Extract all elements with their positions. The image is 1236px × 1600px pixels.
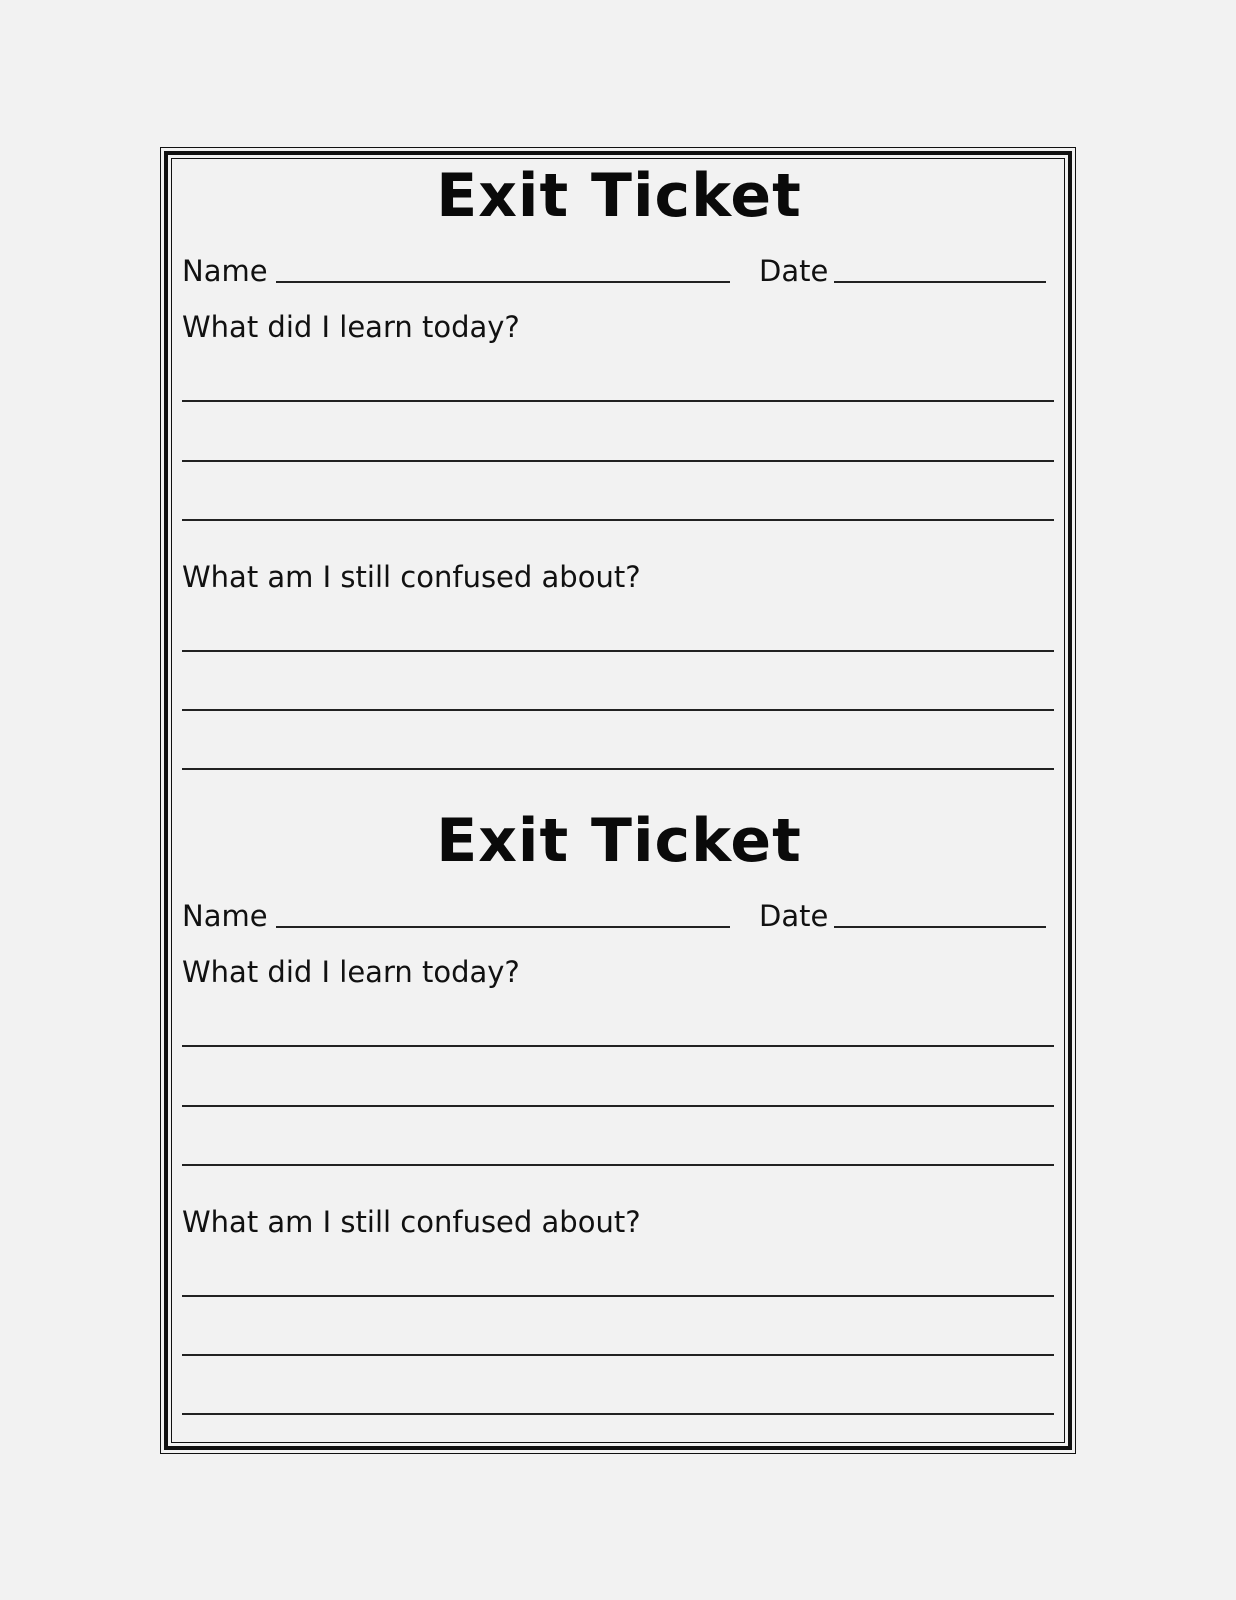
ticket-title: Exit Ticket [436,161,802,231]
name-label: Name [182,899,268,933]
question-learned: What did I learn today? [182,310,520,344]
exit-ticket-1 [182,160,1056,780]
name-field[interactable] [276,926,730,928]
answer-line-learned-1[interactable] [182,1045,1054,1047]
exit-ticket-2 [182,805,1056,1425]
answer-line-confused-1[interactable] [182,650,1054,652]
answer-line-learned-3[interactable] [182,519,1054,521]
date-label: Date [759,254,829,288]
question-learned: What did I learn today? [182,955,520,989]
answer-line-confused-1[interactable] [182,1295,1054,1297]
ticket-title: Exit Ticket [436,806,802,876]
answer-line-learned-1[interactable] [182,400,1054,402]
date-field[interactable] [834,926,1046,928]
answer-line-learned-2[interactable] [182,460,1054,462]
answer-line-confused-2[interactable] [182,1354,1054,1356]
name-field[interactable] [276,281,730,283]
question-confused: What am I still confused about? [182,1205,641,1239]
answer-line-learned-3[interactable] [182,1164,1054,1166]
date-field[interactable] [834,281,1046,283]
answer-line-confused-3[interactable] [182,1413,1054,1415]
answer-line-confused-3[interactable] [182,768,1054,770]
name-label: Name [182,254,268,288]
question-confused: What am I still confused about? [182,560,641,594]
answer-line-learned-2[interactable] [182,1105,1054,1107]
answer-line-confused-2[interactable] [182,709,1054,711]
date-label: Date [759,899,829,933]
